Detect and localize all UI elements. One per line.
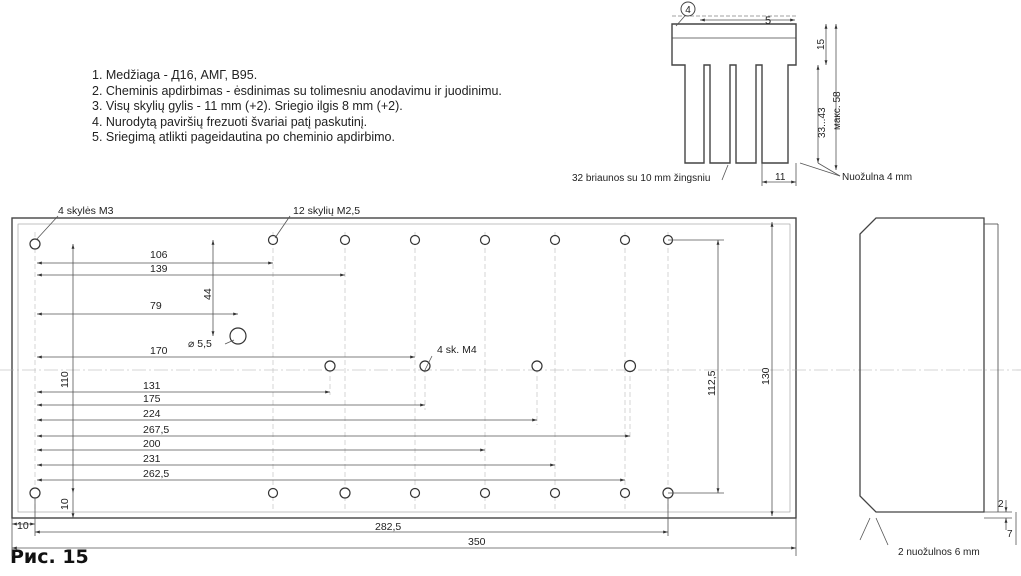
hole-m25 (340, 488, 350, 498)
dim-131: 131 (143, 380, 161, 392)
hole-m25 (551, 489, 560, 498)
hole-m4 (625, 361, 636, 372)
hole-m25 (481, 236, 490, 245)
label-holes-m3: 4 skylės M3 (58, 205, 114, 217)
hole-m25 (411, 236, 420, 245)
dim-79: 79 (150, 300, 162, 312)
hole-m25 (621, 236, 630, 245)
hole-m4 (532, 361, 542, 371)
profile-dim-bottom: 11 (775, 172, 786, 183)
side-chamfer-label: 2 nuožulnos 6 mm (898, 547, 980, 558)
dim-130: 130 (760, 367, 772, 385)
dim-110: 110 (59, 371, 71, 388)
profile-outline (672, 24, 796, 163)
hole-m25 (411, 489, 420, 498)
dim-44: 44 (202, 288, 214, 300)
dim-267-5: 267,5 (143, 424, 170, 436)
side-view-dimensions (860, 500, 1016, 545)
dim-112-5: 112,5 (706, 370, 718, 396)
hole-m3 (30, 239, 40, 249)
profile-dim-base: 15 (816, 38, 827, 50)
profile-fins-label: 32 briaunos su 10 mm žingsniu (572, 173, 711, 184)
dim-106: 106 (150, 249, 168, 261)
side-view (860, 218, 998, 512)
hole-m3 (30, 488, 40, 498)
note-3: 3. Visų skylių gylis - 11 mm (+2). Sriegio ilgis 8 mm (+2). (92, 99, 403, 113)
dim-282-5: 282,5 (375, 521, 402, 533)
profile-callout: 4 (685, 5, 691, 16)
heatsink-profile (672, 16, 796, 163)
dim-262-5: 262,5 (143, 468, 170, 480)
plate-guide-lines (35, 232, 668, 510)
note-5: 5. Sriegimą atlikti pageidautina po cheminio apdirbimo. (92, 130, 395, 144)
label-center-hole: ⌀ 5,5 (188, 338, 212, 350)
leader-lines (36, 216, 432, 372)
dim-350: 350 (468, 536, 486, 548)
hole-m25 (341, 236, 350, 245)
note-4: 4. Nurodytą paviršių frezuoti švariai patį paskutinį. (92, 114, 368, 129)
dim-170: 170 (150, 345, 168, 357)
hole-m4 (325, 361, 335, 371)
side-view-outline (860, 218, 984, 512)
dim-224: 224 (143, 408, 161, 420)
hole-m25 (621, 489, 630, 498)
figure-label: Рис. 15 (10, 546, 89, 568)
hole-center (230, 328, 246, 344)
dim-10-horizontal: 10 (17, 520, 29, 532)
dim-10-vertical: 10 (59, 498, 71, 510)
dim-231: 231 (143, 453, 161, 465)
side-dim-2: 2 (998, 499, 1004, 510)
dim-175: 175 (143, 393, 161, 405)
label-holes-m4: 4 sk. M4 (437, 344, 477, 356)
side-dim-7: 7 (1007, 529, 1013, 540)
profile-dimensions (676, 10, 840, 186)
note-1: 1. Medžiaga - Д16, АМГ, В95. (92, 68, 258, 82)
hole-m25 (481, 489, 490, 498)
plate-inner-outline (18, 224, 790, 512)
dim-139: 139 (150, 263, 168, 275)
label-holes-m25: 12 skylių M2,5 (293, 205, 361, 217)
dim-200: 200 (143, 438, 161, 450)
hole-m25 (551, 236, 560, 245)
profile-chamfer-label: Nuožulna 4 mm (842, 172, 913, 183)
profile-dim-height: 33...43 (817, 107, 828, 138)
profile-dim-height-max: макс. 58 (832, 91, 843, 130)
hole-m25 (269, 489, 278, 498)
profile-dim-top: 5 (765, 15, 772, 27)
note-2: 2. Cheminis apdirbimas - ėsdinimas su tolimesniu anodavimu ir juodinimu. (92, 83, 502, 98)
